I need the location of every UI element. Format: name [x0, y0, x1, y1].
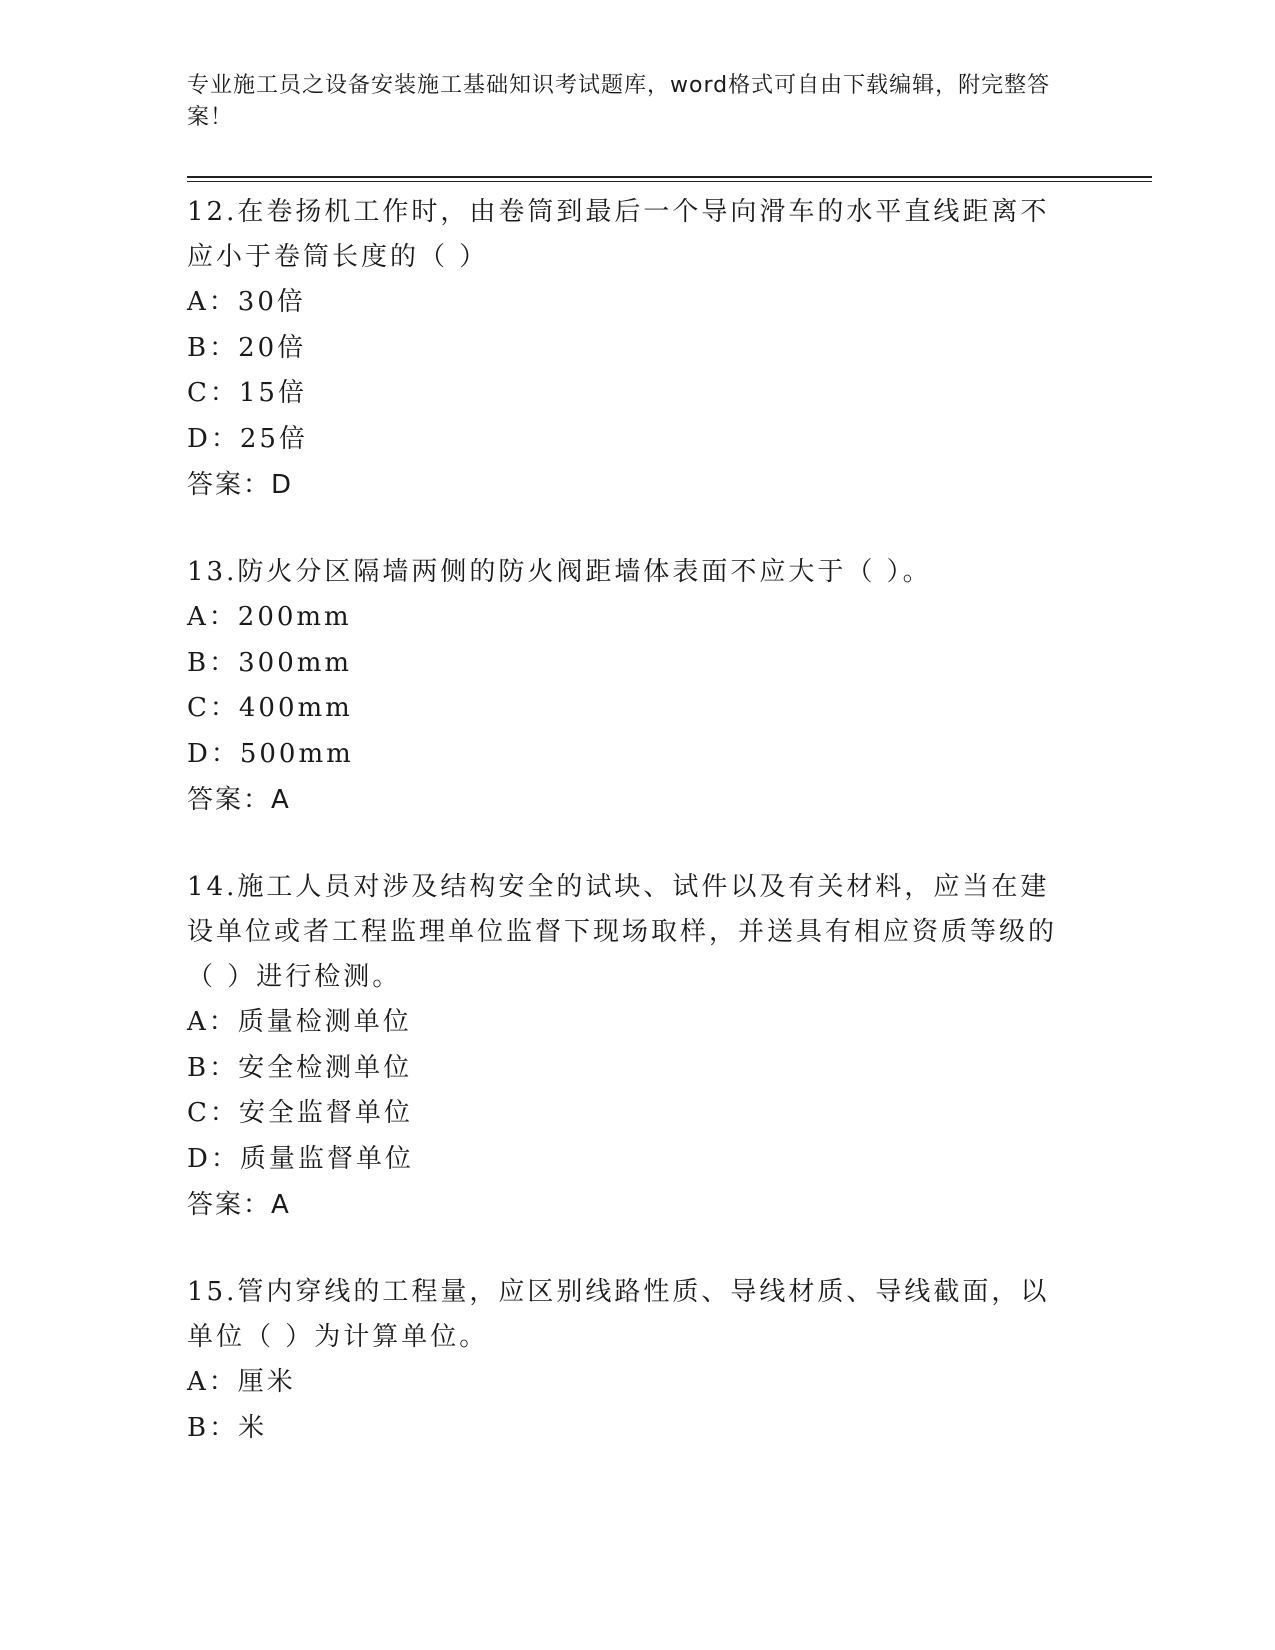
option-b: B：20倍: [187, 332, 307, 363]
header-title: 专业施工员之设备安装施工基础知识考试题库，word格式可自由下载编辑，附完整答案！: [187, 73, 1051, 130]
question-12: [187, 190, 1067, 508]
option-c: C：安全监督单位: [187, 1098, 413, 1128]
answer-line: 答案：D: [187, 470, 294, 500]
header-rule-thick: [187, 176, 1152, 178]
question-stem: 12.在卷扬机工作时，由卷筒到最后一个导向滑车的水平直线距离不应小于卷筒长度的（ ）: [187, 197, 1050, 272]
option-c: C：400mm: [187, 693, 353, 723]
question-15: [187, 1270, 1067, 1451]
question-stem: 15.管内穿线的工程量，应区别线路性质、导线材质、导线截面，以单位（ ）为计算单位。: [187, 1277, 1050, 1352]
option-a: A：质量检测单位: [187, 1007, 412, 1037]
question-13: [187, 550, 1067, 823]
document-header: [187, 70, 1067, 134]
option-a: A：30倍: [187, 287, 306, 317]
option-b: B：米: [187, 1412, 268, 1443]
option-a: A：厘米: [187, 1367, 296, 1397]
option-d: D：25倍: [187, 423, 308, 454]
question-stem: 13.防火分区隔墙两侧的防火阀距墙体表面不应大于（ ）。: [187, 557, 932, 587]
option-c: C：15倍: [187, 378, 307, 408]
option-b: B：300mm: [187, 647, 353, 678]
header-rule-thin: [187, 181, 1152, 182]
answer-line: 答案：A: [187, 785, 291, 815]
option-a: A：200mm: [187, 602, 352, 632]
answer-line: 答案：A: [187, 1190, 291, 1220]
option-d: D：500mm: [187, 738, 354, 769]
question-14: [187, 865, 1067, 1228]
question-stem: 14.施工人员对涉及结构安全的试块、试件以及有关材料，应当在建设单位或者工程监理单位监督下现场取样，并送具有相应资质等级的（ ）进行检测。: [187, 872, 1058, 992]
option-b: B：安全检测单位: [187, 1052, 413, 1083]
option-d: D：质量监督单位: [187, 1143, 414, 1174]
question-list: [187, 190, 1067, 1493]
